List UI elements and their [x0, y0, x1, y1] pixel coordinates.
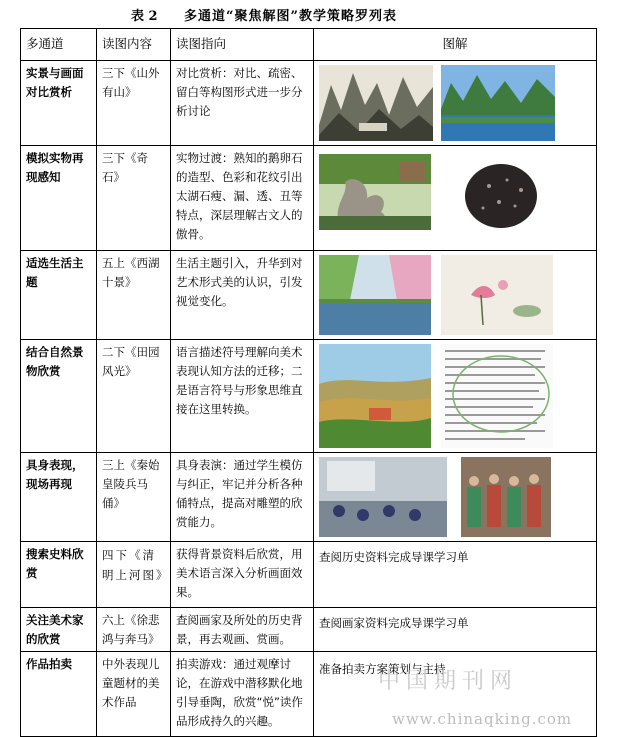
terracotta-performance-photo: [461, 457, 551, 537]
header-content: 读图内容: [97, 29, 171, 61]
lotus-painting: [441, 255, 553, 335]
illustration-cell: [314, 453, 597, 542]
header-row: [21, 29, 597, 61]
content-cell: 六上《徐悲鸿与奔马》: [97, 608, 171, 652]
header-direction: 读图指向: [171, 29, 314, 61]
table-row: [21, 251, 597, 340]
content-cell: 五上《西湖十景》: [97, 251, 171, 340]
watermark-url: www.chinaqking.com: [392, 710, 573, 728]
direction-cell: 具身表演：通过学生模仿与纠正，牢记并分析各种俑特点，提高对雕塑的欣赏能力。: [171, 453, 314, 542]
header-illustration: 图解: [314, 29, 597, 61]
direction-cell: 查阅画家及所处的历史背景，再去观画、赏画。: [171, 608, 314, 652]
watermark-cn: 中国期刊网: [378, 669, 519, 694]
content-cell: 中外表现儿童题材的美术作品: [97, 652, 171, 737]
channel-cell: 搜索史料欣赏: [21, 542, 97, 608]
table-number: 表 2: [131, 9, 158, 24]
content-cell: 二下《田园风光》: [97, 340, 171, 453]
table-row: [21, 608, 597, 652]
illustration-cell: [314, 251, 597, 340]
channel-cell: 作品拍卖: [21, 652, 97, 737]
illustration-cell: [314, 146, 597, 251]
direction-cell: 实物过渡：熟知的鹅卵石的造型、色彩和花纹引出太湖石瘦、漏、透、丑等特点，深层理解古文人的傲骨。: [171, 146, 314, 251]
countryside-painting: [319, 344, 431, 448]
direction-cell: 语言描述符号理解向美术表现认知方法的迁移；二是语言符号与形象思维直接在这里转换。: [171, 340, 314, 453]
content-cell: 三上《秦始皇陵兵马俑》: [97, 453, 171, 542]
direction-cell: 生活主题引入，升华到对艺术形式美的认识，引发视觉变化。: [171, 251, 314, 340]
channel-cell: 模拟实物再现感知: [21, 146, 97, 251]
content-cell: 四下《清明上河图》: [97, 542, 171, 608]
direction-cell: 拍卖游戏：通过观摩讨论，在游戏中潜移默化地引导垂陶，欣赏“悦”读作品形成持久的兴趣。: [171, 652, 314, 737]
table-row: [21, 146, 597, 251]
channel-cell: 具身表现，现场再现: [21, 453, 97, 542]
table-row: [21, 340, 597, 453]
river-landscape-photo: [441, 65, 555, 141]
illustration-cell: 准备拍卖方案策划与主持: [314, 652, 597, 737]
ink-landscape-painting: [319, 65, 433, 141]
content-cell: 三下《奇石》: [97, 146, 171, 251]
content-cell: 三下《山外有山》: [97, 61, 171, 146]
classroom-photo: [319, 457, 447, 537]
pebble-photo: [455, 150, 547, 238]
direction-cell: 对比赏析：对比、疏密、留白等构图形式进一步分析讨论: [171, 61, 314, 146]
table-title: 多通道“聚焦解图”教学策略罗列表: [184, 9, 397, 24]
table-caption: [0, 3, 620, 23]
channel-cell: 适选生活主题: [21, 251, 97, 340]
illustration-cell: 查阅历史资料完成导课学习单: [314, 542, 597, 608]
channel-cell: 实景与画面对比赏析: [21, 61, 97, 146]
table-row: [21, 453, 597, 542]
table-row: [21, 61, 597, 146]
channel-cell: 结合自然景物欣赏: [21, 340, 97, 453]
strategy-table: [20, 28, 597, 737]
west-lake-willow-photo: [319, 255, 431, 335]
channel-cell: 关注美术家的欣赏: [21, 608, 97, 652]
table-row: [21, 542, 597, 608]
illustration-cell: 查阅画家资料完成导课学习单: [314, 608, 597, 652]
taihu-stone-garden-photo: [319, 154, 431, 230]
illustration-cell: [314, 340, 597, 453]
direction-cell: 获得背景资料后欣赏，用美术语言深入分析画面效果。: [171, 542, 314, 608]
illustration-cell: [314, 61, 597, 146]
poem-text-image: [441, 344, 553, 448]
header-channel: 多通道: [21, 29, 97, 61]
